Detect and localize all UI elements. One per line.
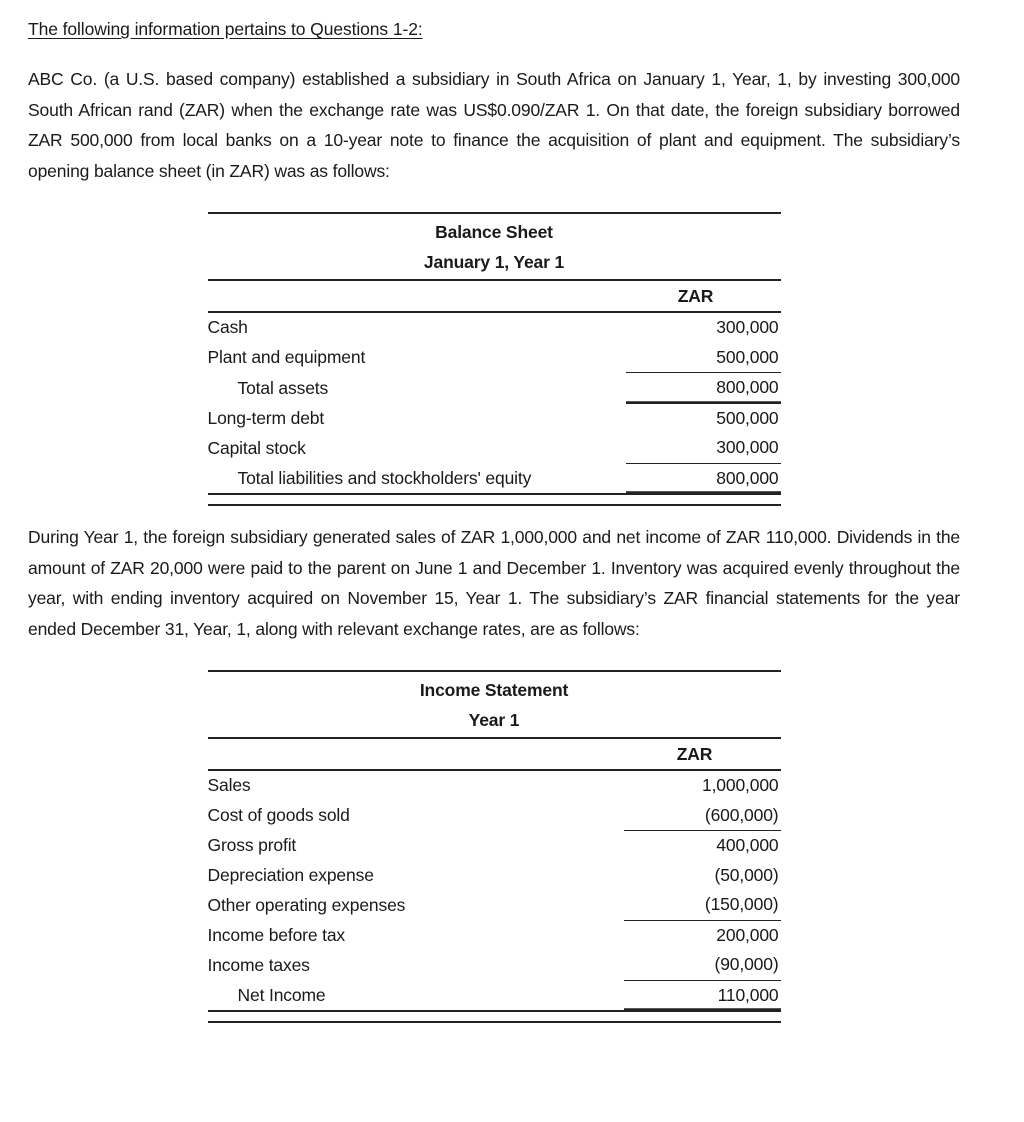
year-one-paragraph: During Year 1, the foreign subsidiary generated sales of ZAR 1,000,000 and net income of ZAR 110,000. Dividends in the amount of ZAR 20,000 were paid to the parent on June 1 and December 1. Inventory was acquired evenly throughout the year, with ending inventory acquired on November 15, Year 1. The subsidiary’s ZAR financial statements for the year ended December 31, Year, 1, along with relevant exchange rates, are as follows: <box>28 527 960 639</box>
balance-sheet-body <box>208 213 781 312</box>
balance-sheet-rows <box>208 312 781 505</box>
income-statement-subtitle-row <box>208 705 781 738</box>
balance-sheet-row-amount: 800,000 <box>626 463 780 494</box>
balance-sheet-row-label: Long-term debt <box>207 407 325 428</box>
income-statement-row-amount: 1,000,000 <box>701 775 779 795</box>
income-statement-row-amount: (50,000) <box>714 864 779 885</box>
balance-sheet-subtitle-row <box>208 247 781 280</box>
income-statement-currency-spacer <box>208 738 625 770</box>
table-bottom-spacer-cell <box>624 1011 780 1022</box>
table-row <box>208 770 781 801</box>
income-statement-subtitle: Year 1 <box>208 705 781 738</box>
table-row <box>208 433 781 463</box>
table-row <box>208 890 781 920</box>
table-row <box>208 463 781 494</box>
balance-sheet-subtitle: January 1, Year 1 <box>208 247 781 280</box>
table-row <box>208 373 781 404</box>
income-statement-row-label: Net Income <box>208 980 625 1011</box>
balance-sheet-row-label: Total liabilities and stockholders' equity <box>208 463 627 494</box>
income-statement-row-amount: (150,000) <box>704 894 779 914</box>
table-row <box>208 831 781 861</box>
income-statement-row-amount: (600,000) <box>704 804 779 825</box>
lead-heading: The following information pertains to Questions 1-2: <box>28 19 423 39</box>
balance-sheet-table <box>208 212 781 506</box>
table-bottom-spacer-cell <box>208 494 627 505</box>
income-statement-row-amount: 200,000 <box>624 920 780 950</box>
income-statement-row-label: Other operating expenses <box>207 894 406 915</box>
income-statement-currency-header: ZAR <box>624 738 780 770</box>
income-statement-currency-row <box>208 738 781 770</box>
balance-sheet-row-amount: 500,000 <box>716 346 779 367</box>
balance-sheet-currency-spacer <box>208 280 627 312</box>
income-statement-row-label: Sales <box>207 775 251 795</box>
balance-sheet-row-amount: 300,000 <box>716 317 779 337</box>
table-bottom-spacer <box>208 1011 781 1022</box>
income-statement-row-label: Depreciation expense <box>207 864 374 885</box>
income-statement-head <box>208 671 781 770</box>
table-bottom-spacer-cell <box>208 1011 625 1022</box>
balance-sheet-row-amount: 800,000 <box>626 373 780 404</box>
intro-paragraph: ABC Co. (a U.S. based company) established a subsidiary in South Africa on January 1, Year, 1, by investing 300,000 South African rand (ZAR) when the exchange rate was US$0.090/ZAR 1. On that date, the foreign subsidiary borrowed ZAR 500,000 from local banks on a 10-year note to finance the acquisition of plant and equipment. The subsidiary’s opening balance sheet (in ZAR) was as follows: <box>28 69 960 181</box>
table-row <box>208 801 781 831</box>
table-row <box>208 861 781 891</box>
income-statement-row-amount: 400,000 <box>624 831 780 861</box>
balance-sheet-row-label: Cash <box>207 317 248 337</box>
income-statement-row-label: Gross profit <box>207 835 297 855</box>
income-statement-row-amount: 110,000 <box>624 980 780 1011</box>
income-statement-title: Income Statement <box>208 671 781 705</box>
balance-sheet-row-amount: 500,000 <box>716 407 779 428</box>
income-statement-row-label: Cost of goods sold <box>207 805 350 825</box>
income-statement-rows <box>208 770 781 1022</box>
table-bottom-spacer-cell <box>626 494 780 505</box>
income-statement-row-label: Income before tax <box>207 924 346 945</box>
balance-sheet-row-label: Total assets <box>237 377 329 398</box>
table-row <box>208 980 781 1011</box>
balance-sheet-currency-header: ZAR <box>626 280 780 312</box>
table-row <box>208 312 781 343</box>
table-row <box>208 403 781 433</box>
balance-sheet-currency-row <box>208 280 781 312</box>
income-statement-table <box>208 670 781 1023</box>
table-row <box>208 920 781 950</box>
table-bottom-spacer <box>208 494 781 505</box>
balance-sheet-row-label: Capital stock <box>207 437 306 458</box>
balance-sheet-row-label: Plant and equipment <box>207 347 366 367</box>
income-statement-row-label: Income taxes <box>207 954 310 975</box>
table-row <box>208 950 781 980</box>
income-statement-row-amount: (90,000) <box>714 954 779 974</box>
balance-sheet-row-amount: 300,000 <box>716 437 779 457</box>
income-statement-grid <box>208 670 781 1023</box>
balance-sheet-title-row <box>208 213 781 247</box>
table-row <box>208 343 781 373</box>
balance-sheet-title: Balance Sheet <box>208 213 781 247</box>
income-statement-title-row <box>208 671 781 705</box>
balance-sheet-grid <box>208 212 781 506</box>
